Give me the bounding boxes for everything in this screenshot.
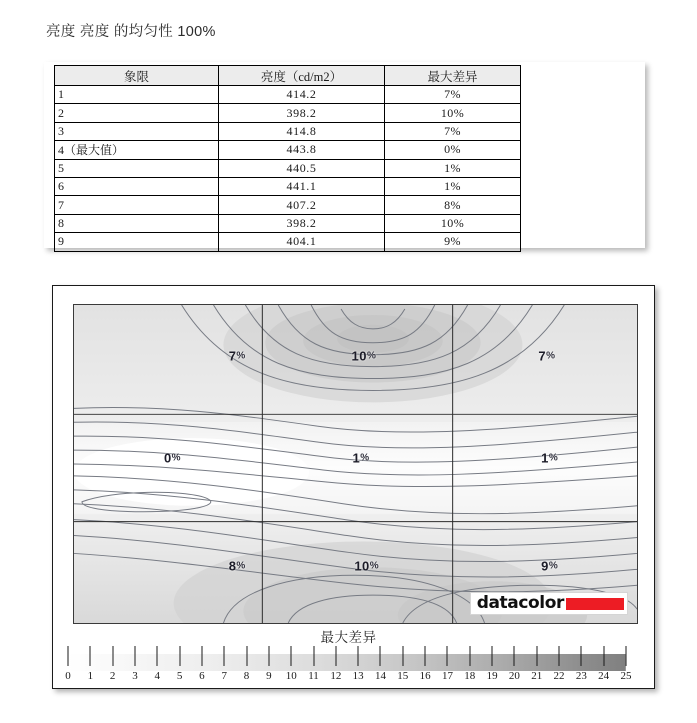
scale-tick-mark xyxy=(335,646,336,666)
table-cell-deviation: 1% xyxy=(385,177,521,195)
scale-tick-label: 22 xyxy=(553,670,565,682)
contour-zone-label xyxy=(538,348,555,363)
scale-tick-mark xyxy=(380,646,381,666)
contour-zone-label xyxy=(229,348,246,363)
table-cell-luminance: 398.2 xyxy=(219,214,385,232)
scale-tick-label: 1 xyxy=(87,670,94,682)
table-cell-quadrant: 6 xyxy=(55,177,219,195)
contour-plot xyxy=(73,304,638,624)
table-cell-quadrant: 3 xyxy=(55,122,219,140)
datacolor-wordmark: datacolor xyxy=(476,593,564,613)
contour-zone-value: 0 xyxy=(163,450,172,466)
table-row xyxy=(55,159,521,177)
scale-tick-mark xyxy=(402,646,403,666)
table-cell-deviation: 10% xyxy=(385,214,521,232)
scale-tick-mark xyxy=(291,646,292,666)
table-row xyxy=(55,214,521,232)
scale-tick-mark xyxy=(469,646,470,666)
contour-zone-value: 1 xyxy=(352,450,361,466)
table-cell-luminance: 440.5 xyxy=(219,159,385,177)
table-cell-deviation: 10% xyxy=(385,104,521,122)
scale-tick-mark xyxy=(313,646,314,666)
scale-tick-mark xyxy=(603,646,604,666)
contour-zone-percent-sign: % xyxy=(171,452,182,464)
scale-tick-mark xyxy=(559,646,560,666)
scale-tick-label: 6 xyxy=(199,670,205,682)
scale-tick-mark xyxy=(134,646,135,666)
contour-zone-label xyxy=(541,450,558,465)
scale-tick-mark xyxy=(536,646,537,666)
scale-tick-mark xyxy=(626,646,627,666)
scale-tick-label: 23 xyxy=(575,670,587,682)
table-row xyxy=(55,86,521,104)
scale-tick-mark xyxy=(268,646,269,666)
scale-tick-mark xyxy=(224,646,225,666)
column-header-luminance: 亮度（cd/m2） xyxy=(219,66,385,86)
scale-tick-mark xyxy=(179,646,180,666)
table-cell-luminance: 414.2 xyxy=(219,86,385,104)
table-header xyxy=(55,66,521,86)
table-cell-luminance: 398.2 xyxy=(219,104,385,122)
table-cell-deviation: 1% xyxy=(385,159,521,177)
scale-tick-layer xyxy=(65,646,632,682)
datacolor-red-bar xyxy=(566,598,624,610)
scale-tick-label: 8 xyxy=(243,670,250,682)
scale-tick-label: 19 xyxy=(486,670,498,682)
table-cell-quadrant: 5 xyxy=(55,159,219,177)
scale-tick-mark xyxy=(358,646,359,666)
scale-tick-mark xyxy=(157,646,158,666)
scale-tick-mark xyxy=(246,646,247,666)
table-row xyxy=(55,177,521,195)
table-cell-luminance: 404.1 xyxy=(219,233,385,251)
contour-zone-label xyxy=(353,450,370,465)
contour-zone-value: 7 xyxy=(538,348,547,364)
contour-zone-percent-sign: % xyxy=(366,350,377,362)
scale-tick-label: 15 xyxy=(397,670,409,682)
scale-tick-label: 16 xyxy=(419,670,431,682)
table-cell-quadrant: 2 xyxy=(55,104,219,122)
scale-tick-label: 13 xyxy=(352,670,364,682)
contour-zone-percent-sign: % xyxy=(236,350,246,362)
table-cell-luminance: 441.1 xyxy=(219,177,385,195)
table-cell-luminance: 414.8 xyxy=(219,122,385,140)
scale-tick-label: 7 xyxy=(221,670,227,682)
scale-tick-label: 0 xyxy=(65,670,71,682)
table-body xyxy=(55,86,521,252)
table-cell-quadrant: 1 xyxy=(55,86,219,104)
datacolor-logo xyxy=(470,592,628,615)
contour-zone-percent-sign: % xyxy=(548,560,559,572)
table-cell-deviation: 7% xyxy=(385,122,521,140)
contour-zone-label xyxy=(354,558,379,573)
column-header-quadrant: 象限 xyxy=(55,66,219,86)
table-cell-quadrant: 8 xyxy=(55,214,219,232)
table-header-row xyxy=(55,66,521,86)
scale-tick-label: 14 xyxy=(374,670,386,682)
contour-zone-percent-sign: % xyxy=(546,350,556,362)
table-cell-quadrant: 4（最大值） xyxy=(55,141,219,159)
table-cell-quadrant: 7 xyxy=(55,196,219,214)
contour-zone-percent-sign: % xyxy=(236,560,246,572)
contour-zone-value: 10 xyxy=(351,348,367,364)
page-title: 亮度 亮度 的均匀性 100% xyxy=(46,24,216,40)
contour-zone-label xyxy=(164,450,181,465)
scale-tick-label: 21 xyxy=(531,670,543,682)
scale-tick-label: 18 xyxy=(464,670,476,682)
contour-zone-percent-sign: % xyxy=(369,560,380,572)
scale-tick-label: 10 xyxy=(285,670,297,682)
scale-tick-mark xyxy=(425,646,426,666)
contour-zone-value: 8 xyxy=(228,558,237,574)
contour-zone-label xyxy=(229,558,246,573)
contour-zone-value: 7 xyxy=(228,348,237,364)
scale-tick-label: 9 xyxy=(266,670,272,682)
scale-tick-label: 4 xyxy=(154,670,161,682)
contour-zone-percent-sign: % xyxy=(360,452,370,464)
table-row xyxy=(55,233,521,251)
scale-tick-mark xyxy=(492,646,493,666)
contour-zone-label xyxy=(352,348,377,363)
scale-tick-label: 17 xyxy=(441,670,453,682)
uniformity-table xyxy=(54,65,521,252)
contour-zone-value: 1 xyxy=(541,450,549,466)
scale-tick-label: 5 xyxy=(176,670,183,682)
scale-tick-mark xyxy=(201,646,202,666)
table-row xyxy=(55,104,521,122)
scale-tick-label: 25 xyxy=(620,670,632,682)
scale-tick-mark xyxy=(112,646,113,666)
contour-zone-label xyxy=(541,558,558,573)
table-cell-deviation: 0% xyxy=(385,141,521,159)
table-cell-deviation: 9% xyxy=(385,233,521,251)
scale-tick-mark xyxy=(581,646,582,666)
table-row xyxy=(55,122,521,140)
contour-zone-percent-sign: % xyxy=(548,452,559,464)
scale-tick-label: 20 xyxy=(508,670,520,682)
scale-tick-label: 12 xyxy=(330,670,342,682)
scale-tick-mark xyxy=(514,646,515,666)
scale-tick-label: 24 xyxy=(598,670,610,682)
uniformity-table-card xyxy=(44,62,645,248)
column-header-deviation: 最大差异 xyxy=(385,66,521,86)
contour-zone-value: 9 xyxy=(541,558,549,574)
contour-zone-value: 10 xyxy=(354,558,370,574)
table-cell-luminance: 443.8 xyxy=(219,141,385,159)
scale-tick-label: 3 xyxy=(132,670,138,682)
scale-tick-mark xyxy=(447,646,448,666)
scale-title: 最大差异 xyxy=(320,630,377,645)
scale-tick-label: 2 xyxy=(109,670,116,682)
table-row xyxy=(55,196,521,214)
scale-tick-label: 11 xyxy=(308,670,319,682)
table-cell-deviation: 8% xyxy=(385,196,521,214)
table-cell-deviation: 7% xyxy=(385,86,521,104)
scale-tick-mark xyxy=(90,646,91,666)
table-cell-luminance: 407.2 xyxy=(219,196,385,214)
table-row xyxy=(55,141,521,159)
scale-tick-mark xyxy=(68,646,69,666)
table-cell-quadrant: 9 xyxy=(55,233,219,251)
